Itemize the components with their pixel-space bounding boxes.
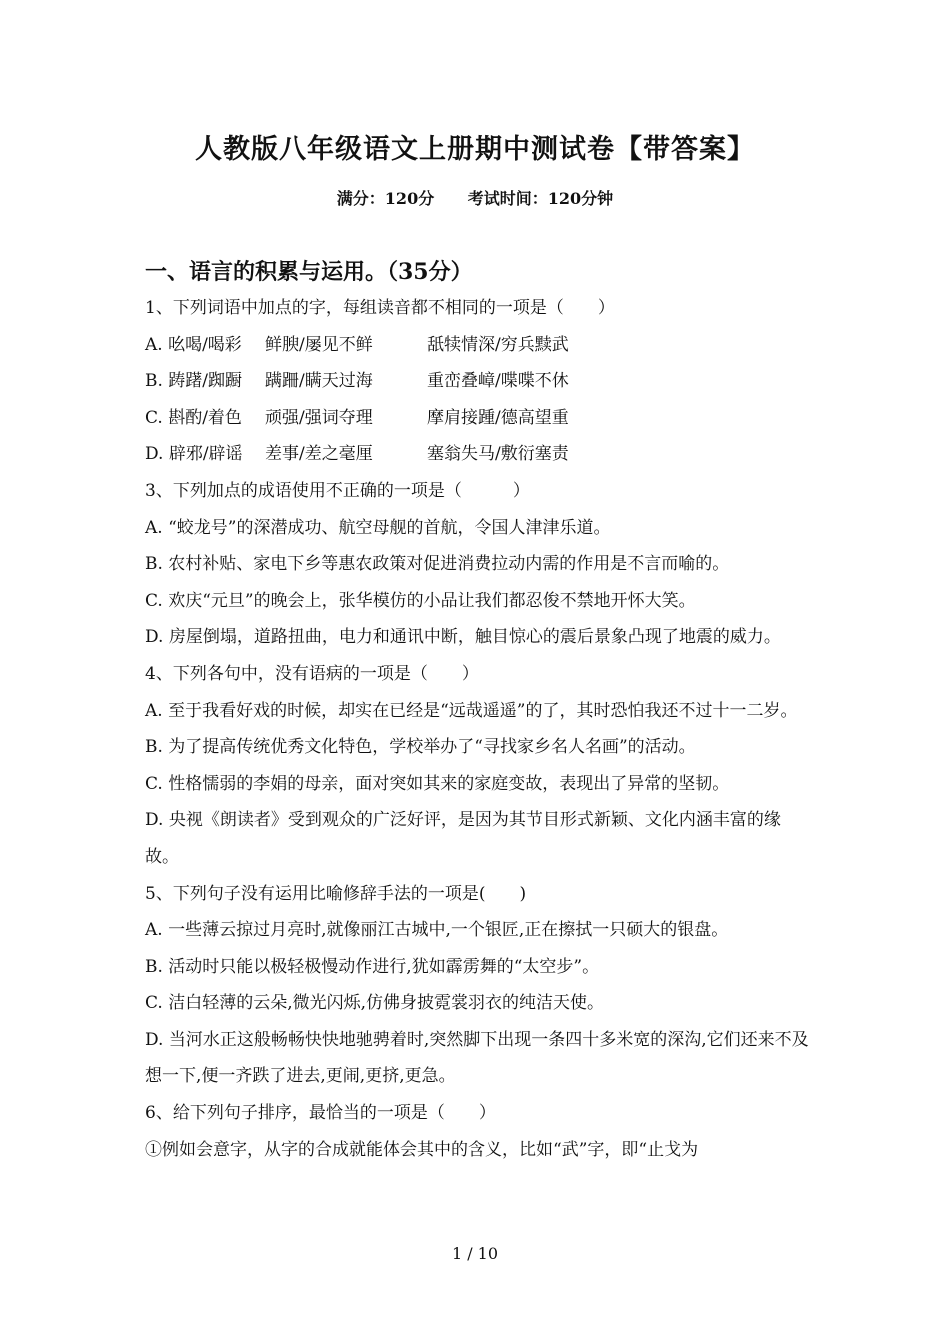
q3-option-d: D. 房屋倒塌，道路扭曲，电力和通讯中断，触目惊心的震后景象凸现了地震的威力。 xyxy=(145,627,781,648)
q1-option-a: A. 吆喝/喝彩 鲜腴/屡见不鲜 舐犊情深/穷兵黩武 xyxy=(145,334,569,355)
q5-option-a: A. 一些薄云掠过月亮时,就像丽江古城中,一个银匠,正在擦拭一只硕大的银盘。 xyxy=(145,920,729,941)
question-1-stem: 1、下列词语中加点的字，每组读音都不相同的一项是（ ） xyxy=(145,298,615,318)
q1-option-c: C. 斟酌/着色 顽强/强词夺理 摩肩接踵/德高望重 xyxy=(145,407,569,428)
q1-option-d: D. 辟邪/辟谣 差事/差之毫厘 塞翁失马/敷衍塞责 xyxy=(145,444,569,465)
question-6-stem: 6、给下列句子排序，最恰当的一项是（ ） xyxy=(145,1103,496,1124)
question-5-stem: 5、下列句子没有运用比喻修辞手法的一项是( ) xyxy=(145,883,527,904)
section-heading: 一、语言的积累与运用。（35分） xyxy=(145,259,473,285)
q4-option-b: B. 为了提高传统优秀文化特色，学校举办了“寻找家乡名人名画”的活动。 xyxy=(145,737,696,758)
q5-option-b: B. 活动时只能以极轻极慢动作进行,犹如霹雳舞的“太空步”。 xyxy=(145,956,600,977)
question-4-stem: 4、下列各句中，没有语病的一项是（ ） xyxy=(145,663,479,684)
question-3-stem: 3、下列加点的成语使用不正确的一项是（ ） xyxy=(145,480,530,501)
q3-option-b: B. 农村补贴、家电下乡等惠农政策对促进消费拉动内需的作用是不言而喻的。 xyxy=(145,554,730,575)
page-number: 1 / 10 xyxy=(451,1244,499,1263)
q4-option-c: C. 性格懦弱的李娟的母亲，面对突如其来的家庭变故，表现出了异常的坚韧。 xyxy=(145,773,730,794)
q5-option-d: D. 当河水正这般畅畅快快地驰骋着时,突然脚下出现一条四十多米宽的深沟,它们还来不及想一下,便一齐跌了进去,更闹,更挤,更急。 xyxy=(145,1029,809,1087)
exam-time: 考试时间：120分钟 xyxy=(467,189,614,208)
exam-meta xyxy=(0,186,950,209)
q4-option-d: D. 央视《朗读者》受到观众的广泛好评，是因为其节目形式新颖、文化内涵丰富的缘故。 xyxy=(145,810,781,867)
q5-option-c: C. 洁白轻薄的云朵,微光闪烁,仿佛身披霓裳羽衣的纯洁天使。 xyxy=(145,993,605,1014)
q1-option-b: B. 踌躇/踟蹰 蹒跚/瞒天过海 重峦叠嶂/喋喋不休 xyxy=(145,371,569,392)
q4-option-a: A. 至于我看好戏的时候，却实在已经是“远哉遥遥”的了，其时恐怕我还不过十一二岁。 xyxy=(145,700,798,721)
q3-option-c: C. 欢庆“元旦”的晚会上，张华模仿的小品让我们都忍俊不禁地开怀大笑。 xyxy=(145,590,696,611)
q6-sentence-1: ①例如会意字，从字的合成就能体会其中的含义，比如“武”字，即“止戈为 xyxy=(145,1139,699,1160)
q3-option-a: A. “蛟龙号”的深潜成功、航空母舰的首航，令国人津津乐道。 xyxy=(145,517,611,538)
question-body xyxy=(145,290,810,1168)
full-score: 满分：120分 xyxy=(336,189,435,208)
exam-title: 人教版八年级语文上册期中测试卷【带答案】 xyxy=(195,134,755,165)
